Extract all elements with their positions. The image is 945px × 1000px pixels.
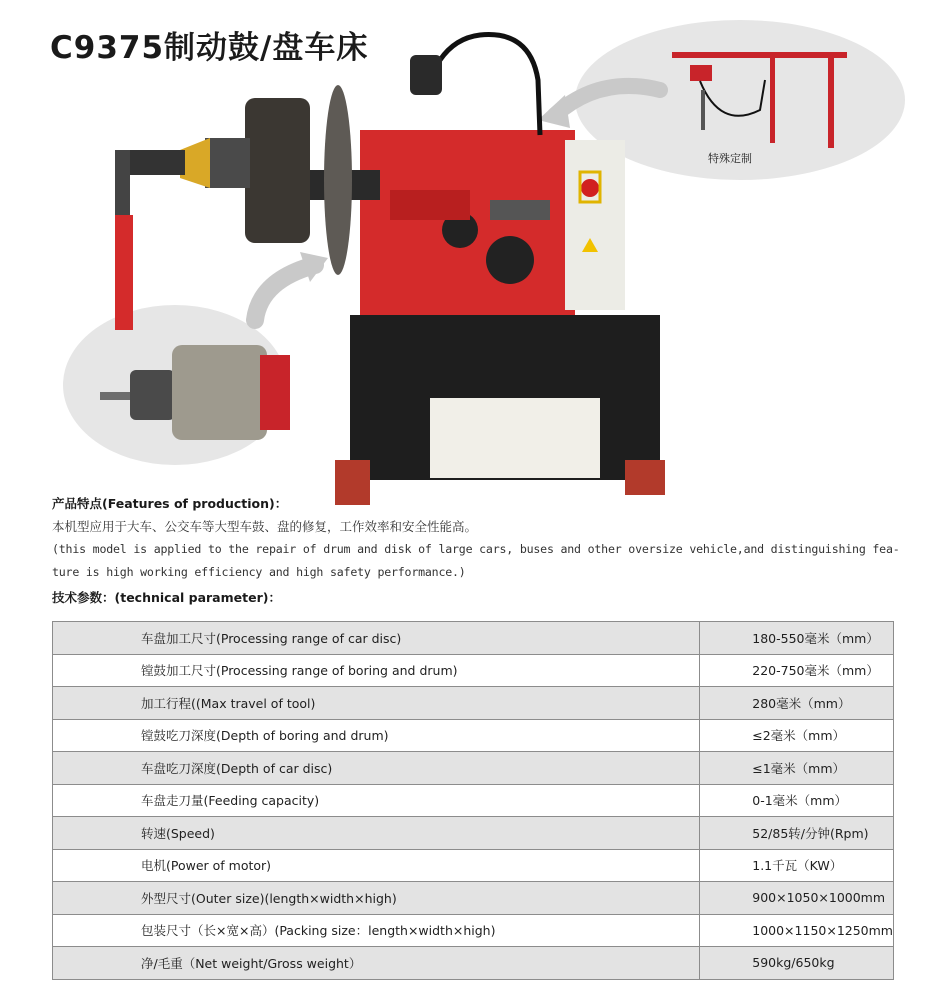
spec-value: 220-750毫米（mm） [700,654,894,687]
features-text-en-line2: ture is high working efficiency and high safety performance.) [52,565,466,579]
spec-name: 电机(Power of motor) [53,849,700,882]
features-heading: 产品特点(Features of production)： [52,496,288,511]
spec-name: 镗鼓加工尺寸(Processing range of boring and drum) [53,654,700,687]
spec-value: 180-550毫米（mm） [700,622,894,655]
table-row [53,882,894,915]
spec-name: 车盘吃刀深度(Depth of car disc) [53,752,700,785]
spec-value: 900×1050×1000mm [700,882,894,915]
table-row [53,654,894,687]
parameters-heading: 技术参数：(technical parameter)： [52,590,281,605]
spec-name: 车盘走刀量(Feeding capacity) [53,784,700,817]
spec-name: 净/毛重（Net weight/Gross weight） [53,947,700,980]
spec-name: 加工行程((Max travel of tool) [53,687,700,720]
spec-name: 镗鼓吃刀深度(Depth of boring and drum) [53,719,700,752]
inset-caption: 特殊定制 [708,152,752,165]
inset-drum-closeup [63,305,290,465]
table-row [53,622,894,655]
table-row [53,752,894,785]
table-row [53,849,894,882]
spec-value: 1000×1150×1250mm [700,914,894,947]
spec-value: 280毫米（mm） [700,687,894,720]
spec-table [52,621,894,980]
spec-value: ≤2毫米（mm） [700,719,894,752]
product-illustration [60,20,940,515]
spec-value: 52/85转/分钟(Rpm) [700,817,894,850]
spec-value: ≤1毫米（mm） [700,752,894,785]
spec-name: 车盘加工尺寸(Processing range of car disc) [53,622,700,655]
table-row [53,719,894,752]
spec-value: 590kg/650kg [700,947,894,980]
table-row [53,687,894,720]
features-text-cn: 本机型应用于大车、公交车等大型车鼓、盘的修复，工作效率和安全性能高。 [52,519,478,534]
table-row [53,947,894,980]
features-text-en-line1: (this model is applied to the repair of drum and disk of large cars, buses and other oversize vehicle,and distinguishing fea- [52,542,900,556]
table-row [53,817,894,850]
spec-name: 外型尺寸(Outer size)(length×width×high) [53,882,700,915]
spec-value: 1.1千瓦（KW） [700,849,894,882]
spec-name: 包装尺寸（长×宽×高）(Packing size：length×width×high) [53,914,700,947]
spec-name: 转速(Speed) [53,817,700,850]
features-section [52,492,912,584]
spec-value: 0-1毫米（mm） [700,784,894,817]
table-row [53,784,894,817]
pointer-arrow-bottom [255,265,315,320]
page-title: C9375制动鼓/盘车床 [50,30,369,66]
table-row [53,914,894,947]
